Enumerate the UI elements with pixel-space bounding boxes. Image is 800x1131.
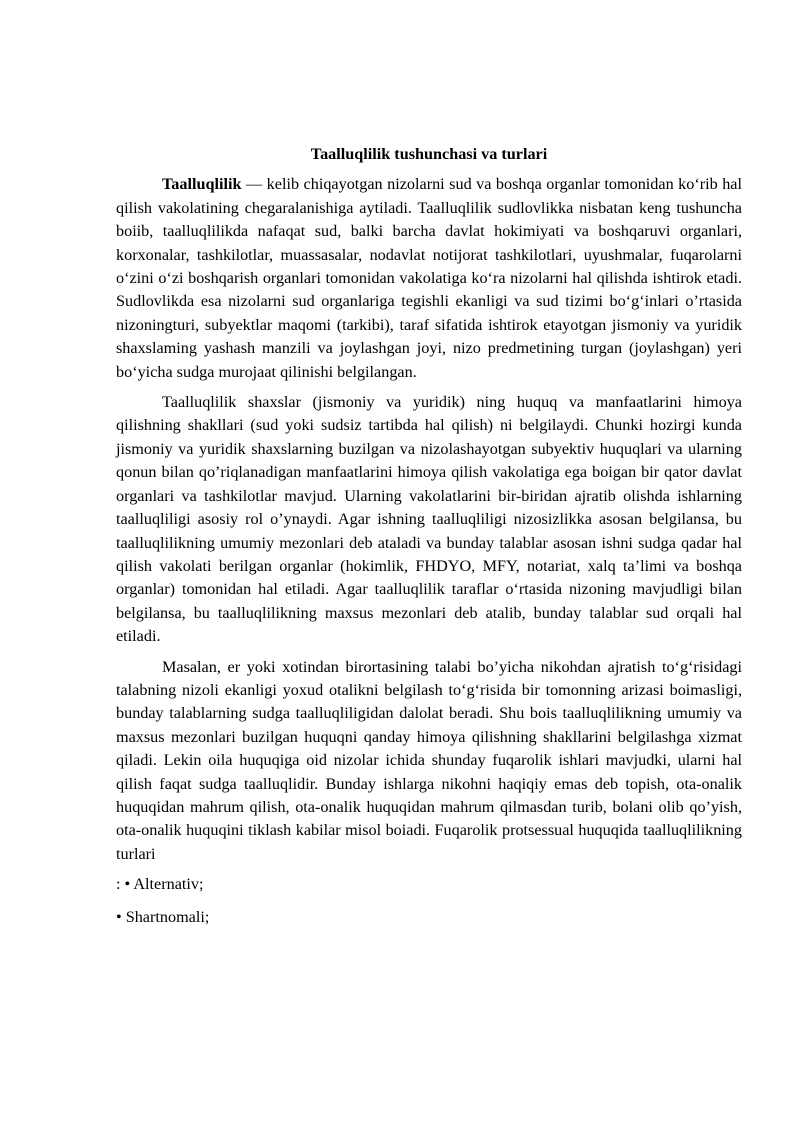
term-lead: Taalluqlilik bbox=[162, 175, 242, 194]
paragraph-example: Masalan, er yoki xotindan birortasining talabi bo’yicha nikohdan ajratish to‘g‘risidagi talabning nizoli ekanligi yoxud otalikni belgilash to‘g‘risida bir tomonning arizasi boimasligi, bunday talablarning sudga taalluqliligidan dalolat beradi. Shu bois taalluqlilikning umumiy va maxsus mezonlari buzilgan huquqni qanday himoya qilishning shakllarini belgilashga xizmat qiladi. Lekin oila huquqiga oid nizolar ichida shunday fuqarolik ishlari mavjudki, ularni hal qilish faqat sudga taalluqlidir. Bunday ishlarga nikohni haqiqiy emas deb topish, ota-onalik huquqidan mahrum qilish, ota-onalik huquqidan mahrum qilmasdan turib, bolani olib qo’yish, ota-onalik huquqini tiklash kabilar misol boiadi. Fuqarolik protsessual huquqida taalluqlilikning turlari bbox=[116, 657, 742, 863]
paragraph-definition bbox=[116, 173, 742, 384]
paragraph-protection-forms: Taalluqlilik shaxslar (jismoniy va yuridik) ning huquq va manfaatlarini himoya qilishning shakllari (sud yoki sudsiz tartibda hal qilish) ni belgilaydi. Chunki hozirgi kunda jismoniy va yuridik shaxslarning buzilgan va nizolashayotgan subyektiv huquqlari va ularning qonun bilan qo’riqlanadigan manfaatlarini himoya qilish vakolatiga ega boigan bir qator davlat organlari va tashkilotlar mavjud. Ularning vakolatlarini bir-biridan ajratib olishda ishlarning taalluqliligi asosiy rol o’ynaydi. Agar ishning taalluqliligi nizosizlikka asosan belgilansa, bu taalluqlilikning umumiy mezonlari deb ataladi va bunday talablar asosan ishni sudga qadar hal qilish vakolati berilgan organlar (hokimlik, FHDYO, MFY, notariat, xalq ta’limi va boshqa organlar) tomonidan hal etiladi. Agar taalluqlilik taraflar o‘rtasida nizoning mavjudligi bilan belgilansa, bu taalluqlilikning maxsus mezonlari deb atalib, bunday talablar sud orqali hal etiladi. bbox=[116, 393, 742, 646]
document-body bbox=[116, 143, 742, 938]
page-title: Taalluqlilik tushunchasi va turlari bbox=[310, 145, 548, 163]
list-item-contractual: • Shartnomali; bbox=[116, 907, 210, 926]
list-item-alternative: : • Alternativ; bbox=[116, 875, 204, 894]
paragraph-text: — kelib chiqayotgan nizolarni sud va boshqa organlar tomonidan ko‘rib hal qilish vakolatining chegaralanishiga aytiladi. Taalluqlilik sudlovlikka nisbatan keng tushuncha boiib, taalluqlilikda nafaqat sud, balki barcha davlat hokimiyati va boshqaruvi organlari, korxonalar, tashkilotlar, muassasalar, nodavlat notijorat tashkilotlari, uyushmalar, fuqarolarni o‘zini o‘zi boshqarish organlari tomonidan vakolatiga ko‘ra nizolarni hal qilishda ishtirok etadi. Sudlovlikda esa nizolarni sud organlariga tegishli ekanligi va sud tizimi bo‘g‘inlari o’rtasida nizoningturi, subyektlar maqomi (tarkibi), taraf sifatida ishtirok etayotgan jismoniy va yuridik shaxslaming yashash manzili va joylashgan joyi, nizo predmetining turgan (joylashgan) yeri bo‘yicha sudga murojaat qilinishi belgilangan. bbox=[116, 175, 742, 381]
